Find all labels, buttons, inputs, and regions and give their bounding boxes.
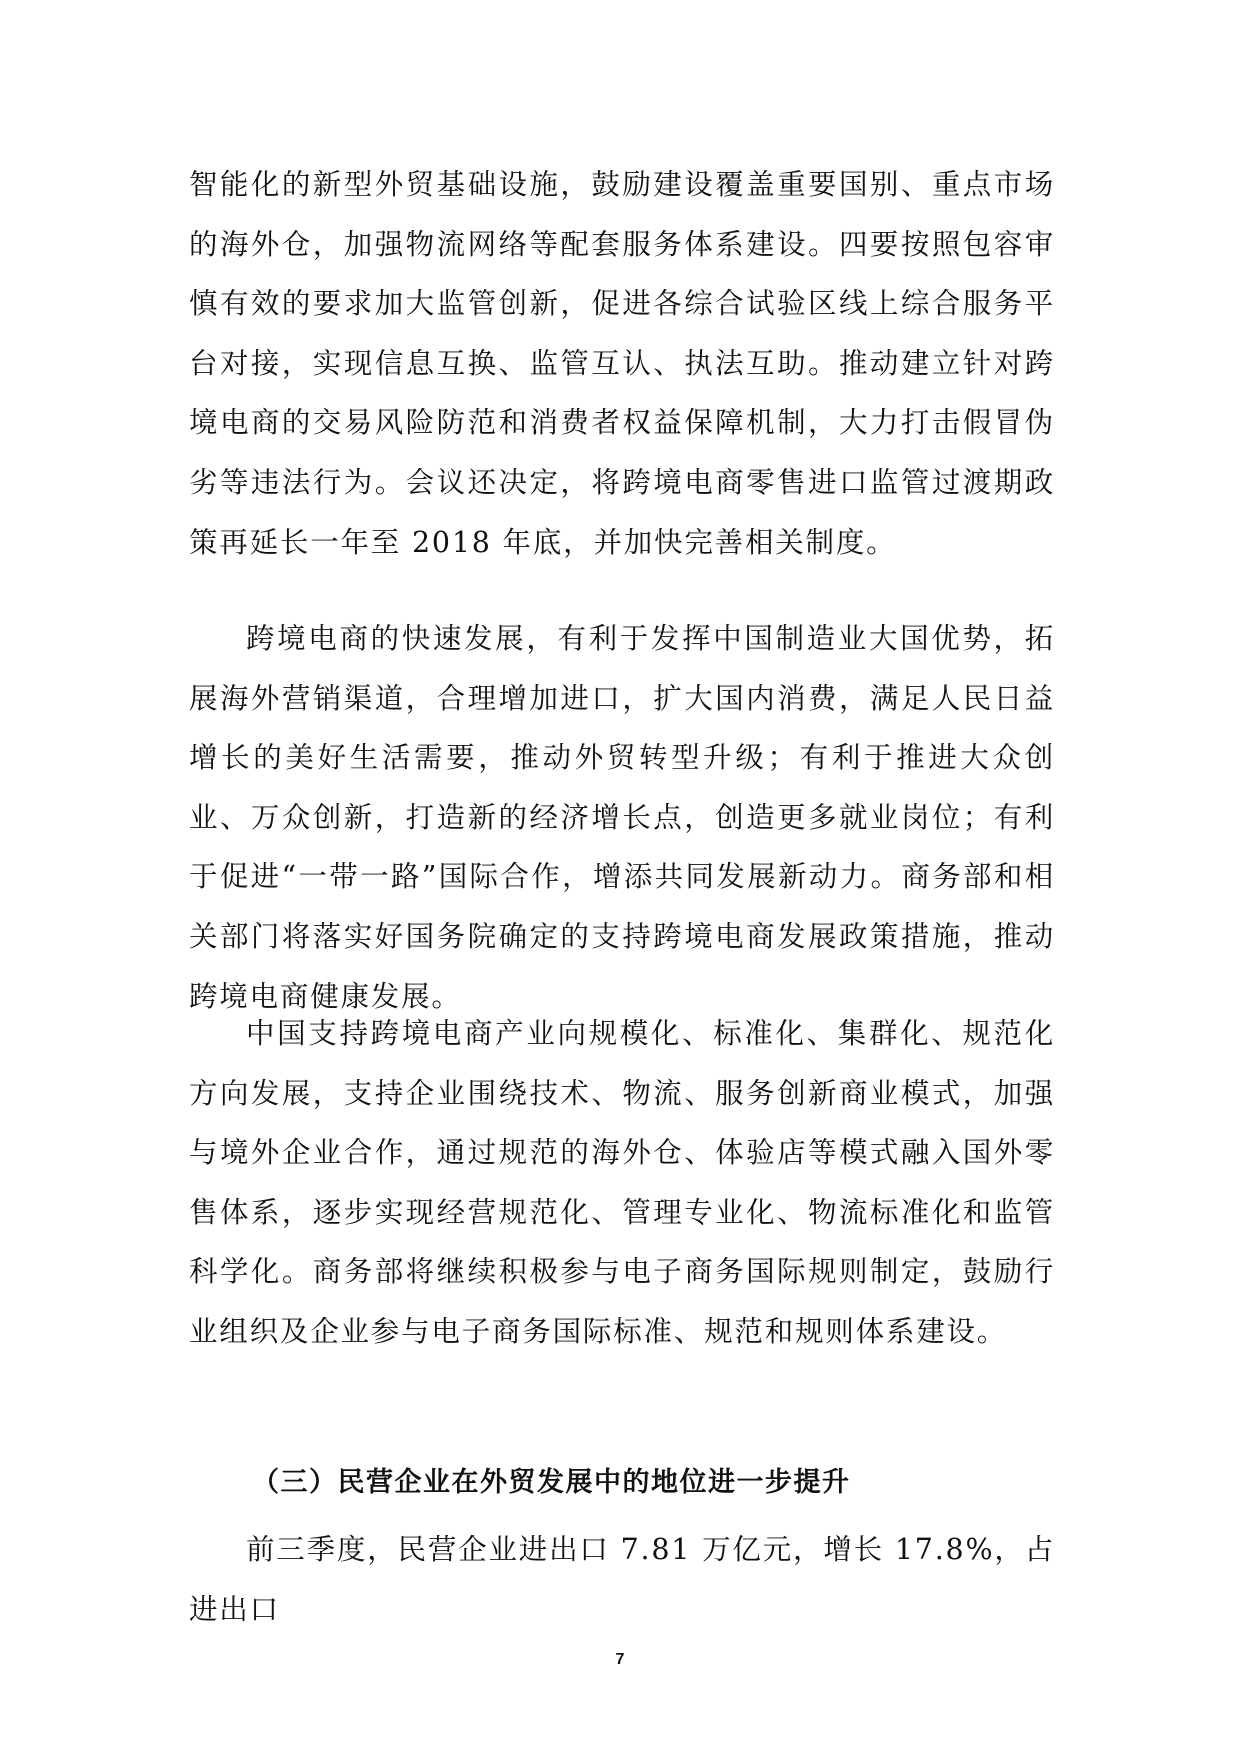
- page-number: 7: [615, 1651, 625, 1668]
- paragraph-private-enterprises: 前三季度，民营企业进出口 7.81 万亿元，增长 17.8%，占进出口: [189, 1533, 1055, 1626]
- paragraph-china-support: 中国支持跨境电商产业向规模化、标准化、集群化、规范化方向发展，支持企业围绕技术、物流、服务创新商业模式，加强与境外企业合作，通过规范的海外仓、体验店等模式融入国外零售体系，逐步实现经营规范化、管理专业化、物流标准化和监管科学化。商务部将继续积极参与电子商务国际规则制定，鼓励行业组织及企业参与电子商务国际标准、规范和规则体系建设。: [189, 1017, 1055, 1348]
- paragraph-continued: 智能化的新型外贸基础设施，鼓励建设覆盖重要国别、重点市场的海外仓，加强物流网络等配套服务体系建设。四要按照包容审慎有效的要求加大监管创新，促进各综合试验区线上综合服务平台对接，实现信息互换、监管互认、执法互助。推动建立针对跨境电商的交易风险防范和消费者权益保障机制，大力打击假冒伪劣等违法行为。会议还决定，将跨境电商零售进口监管过渡期政策再延长一年至 2018 年底，并加快完善相关制度。: [189, 168, 1055, 559]
- section-heading: （三）民营企业在外贸发展中的地位进一步提升: [252, 1467, 851, 1498]
- paragraph-cross-border-ecommerce: 跨境电商的快速发展，有利于发挥中国制造业大国优势，拓展海外营销渠道，合理增加进口，扩大国内消费，满足人民日益增长的美好生活需要，推动外贸转型升级；有利于推进大众创业、万众创新，打造新的经济增长点，创造更多就业岗位；有利于促进“一带一路”国际合作，增添共同发展新动力。商务部和相关部门将落实好国务院确定的支持跨境电商发展政策措施，推动跨境电商健康发展。: [189, 622, 1055, 1013]
